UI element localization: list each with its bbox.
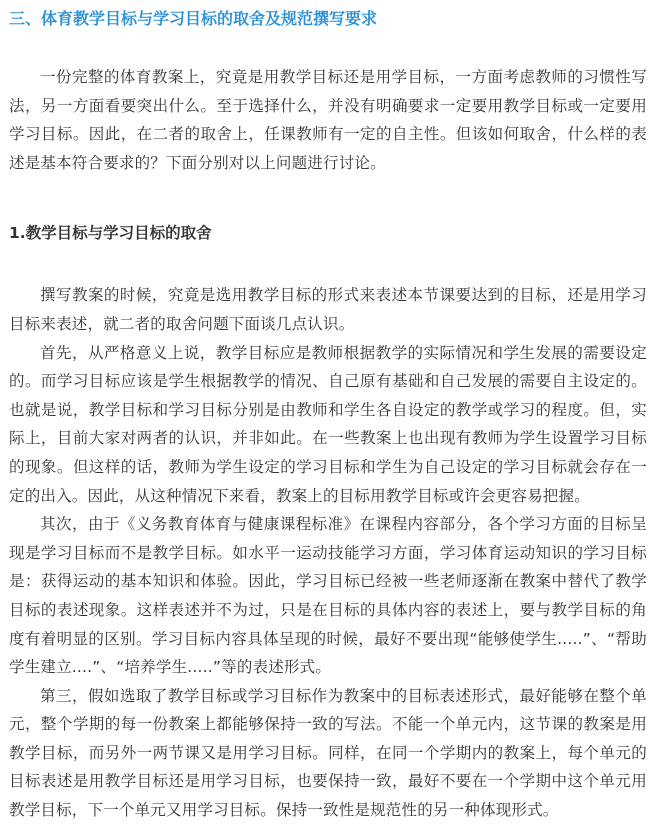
body-paragraph-1: 撰写教案的时候，究竟是选用教学目标的形式来表述本节课要达到的目标，还是用学习目标来表述，就二者的取舍问题下面谈几点认识。: [9, 286, 647, 333]
intro-paragraph: 一份完整的体育教案上，究竟是用教学目标还是用学目标，一方面考虑教师的习惯性写法，另一方面看要突出什么。至于选择什么，并没有明确要求一定要用教学目标或一定要用学习目标。因此，在二者的取舍上，任课教师有一定的自主性。但该如何取舍，什么样的表述是基本符合要求的？下面分别对以上问题进行讨论。: [9, 68, 647, 172]
subsection-title: 1.教学目标与学习目标的取舍: [9, 224, 212, 243]
body-paragraph-2: 首先，从严格意义上说，教学目标应是教师根据教学的实际情况和学生发展的需要设定的。而学习目标应该是学生根据教学的情况、自己原有基础和自己发展的需要自主设定的。也就是说，教学目标和学习目标分别是由教师和学生各自设定的教学或学习的程度。但，实际上，目前大家对两者的认识，并非如此。在一些教案上也出现有教师为学生设置学习目标的现象。但这样的话，教师为学生设定的学习目标和学生为自己设定的学习目标就会存在一定的出入。因此，从这种情况下来看，教案上的目标用教学目标或许会更容易把握。: [9, 343, 647, 505]
body-paragraph-3: 其次，由于《义务教育体育与健康课程标准》在课程内容部分，各个学习方面的目标呈现是学习目标而不是教学目标。如水平一运动技能学习方面，学习体育运动知识的学习目标是：获得运动的基本知识和体验。因此，学习目标已经被一些老师逐渐在教案中替代了教学目标的表述现象。这样表述并不为过，只是在目标的具体内容的表述上，要与教学目标的角度有着明显的区别。学习目标内容具体呈现的时候，最好不要出现“能够使学生.....”、“帮助学生建立....”、“培养学生.....”等的表述形式。: [9, 515, 647, 677]
body-paragraph-4: 第三，假如选取了教学目标或学习目标作为教案中的目标表述形式，最好能够在整个单元，整个学期的每一份教案上都能够保持一致的写法。不能一个单元内，这节课的教案是用教学目标，而另外一两节课又是用学习目标。同样，在同一个学期内的教案上，每个单元的目标表述是用教学目标还是用学习目标，也要保持一致，最好不要在一个学期中这个单元用教学目标，下一个单元又用学习目标。保持一致性是规范性的另一种体现形式。: [9, 686, 647, 820]
section-title: 三、体育教学目标与学习目标的取舍及规范撰写要求: [9, 9, 378, 28]
